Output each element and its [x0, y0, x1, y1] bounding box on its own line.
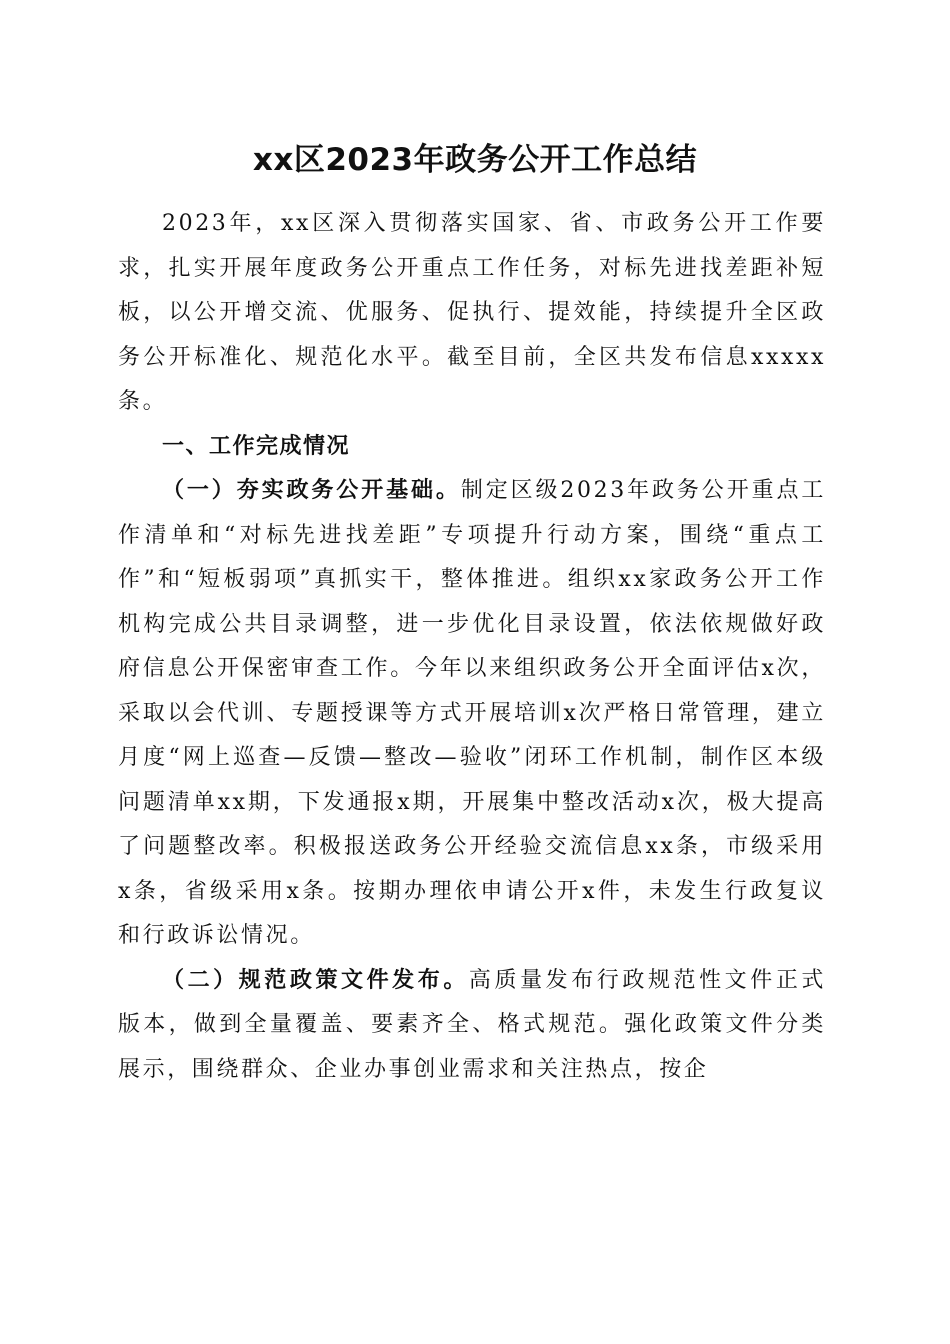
section-heading: 一、工作完成情况 — [162, 433, 351, 459]
document-body — [118, 202, 826, 1092]
item-1-lead: （一）夯实政务公开基础。 — [162, 478, 461, 503]
item-2-text: 高质量发布行政规范性文件正式版本，做到全量覆盖、要素齐全、格式规范。强化政策文件分类展示，围绕群众、企业办事创业需求和关注热点，按企 — [118, 967, 827, 1082]
item-2-lead: （二）规范政策文件发布。 — [162, 967, 469, 993]
document-title: xx区2023年政务公开工作总结 — [252, 142, 698, 178]
intro-paragraph: 2023年，xx区深入贯彻落实国家、省、市政务公开工作要求，扎实开展年度政务公开重点工作任务，对标先进找差距补短板，以公开增交流、优服务、促执行、提效能，持续提升全区政务公开标准化、规范化水平。截至目前，全区共发布信息xxxxx条。 — [118, 211, 826, 414]
item-1-text: 制定区级2023年政务公开重点工作清单和“对标先进找差距”专项提升行动方案，围绕“重点工作”和“短板弱项”真抓实干，整体推进。组织xx家政务公开工作机构完成公共目录调整，进一步优化目录设置，依法依规做好政府信息公开保密审查工作。今年以来组织政务公开全面评估x次，采取以会代训、专题授课等方式开展培训x次严格日常管理，建立月度“网上巡查—反馈—整改—验收”闭环工作机制，制作区本级问题清单xx期，下发通报x期，开展集中整改活动x次，极大提高了问题整改率。积极报送政务公开经验交流信息xx条，市级采用x条，省级采用x条。按期办理依申请公开x件，未发生行政复议和行政诉讼情况。 — [118, 478, 827, 948]
item-1-paragraph — [118, 469, 826, 959]
item-2-paragraph — [118, 959, 826, 1093]
